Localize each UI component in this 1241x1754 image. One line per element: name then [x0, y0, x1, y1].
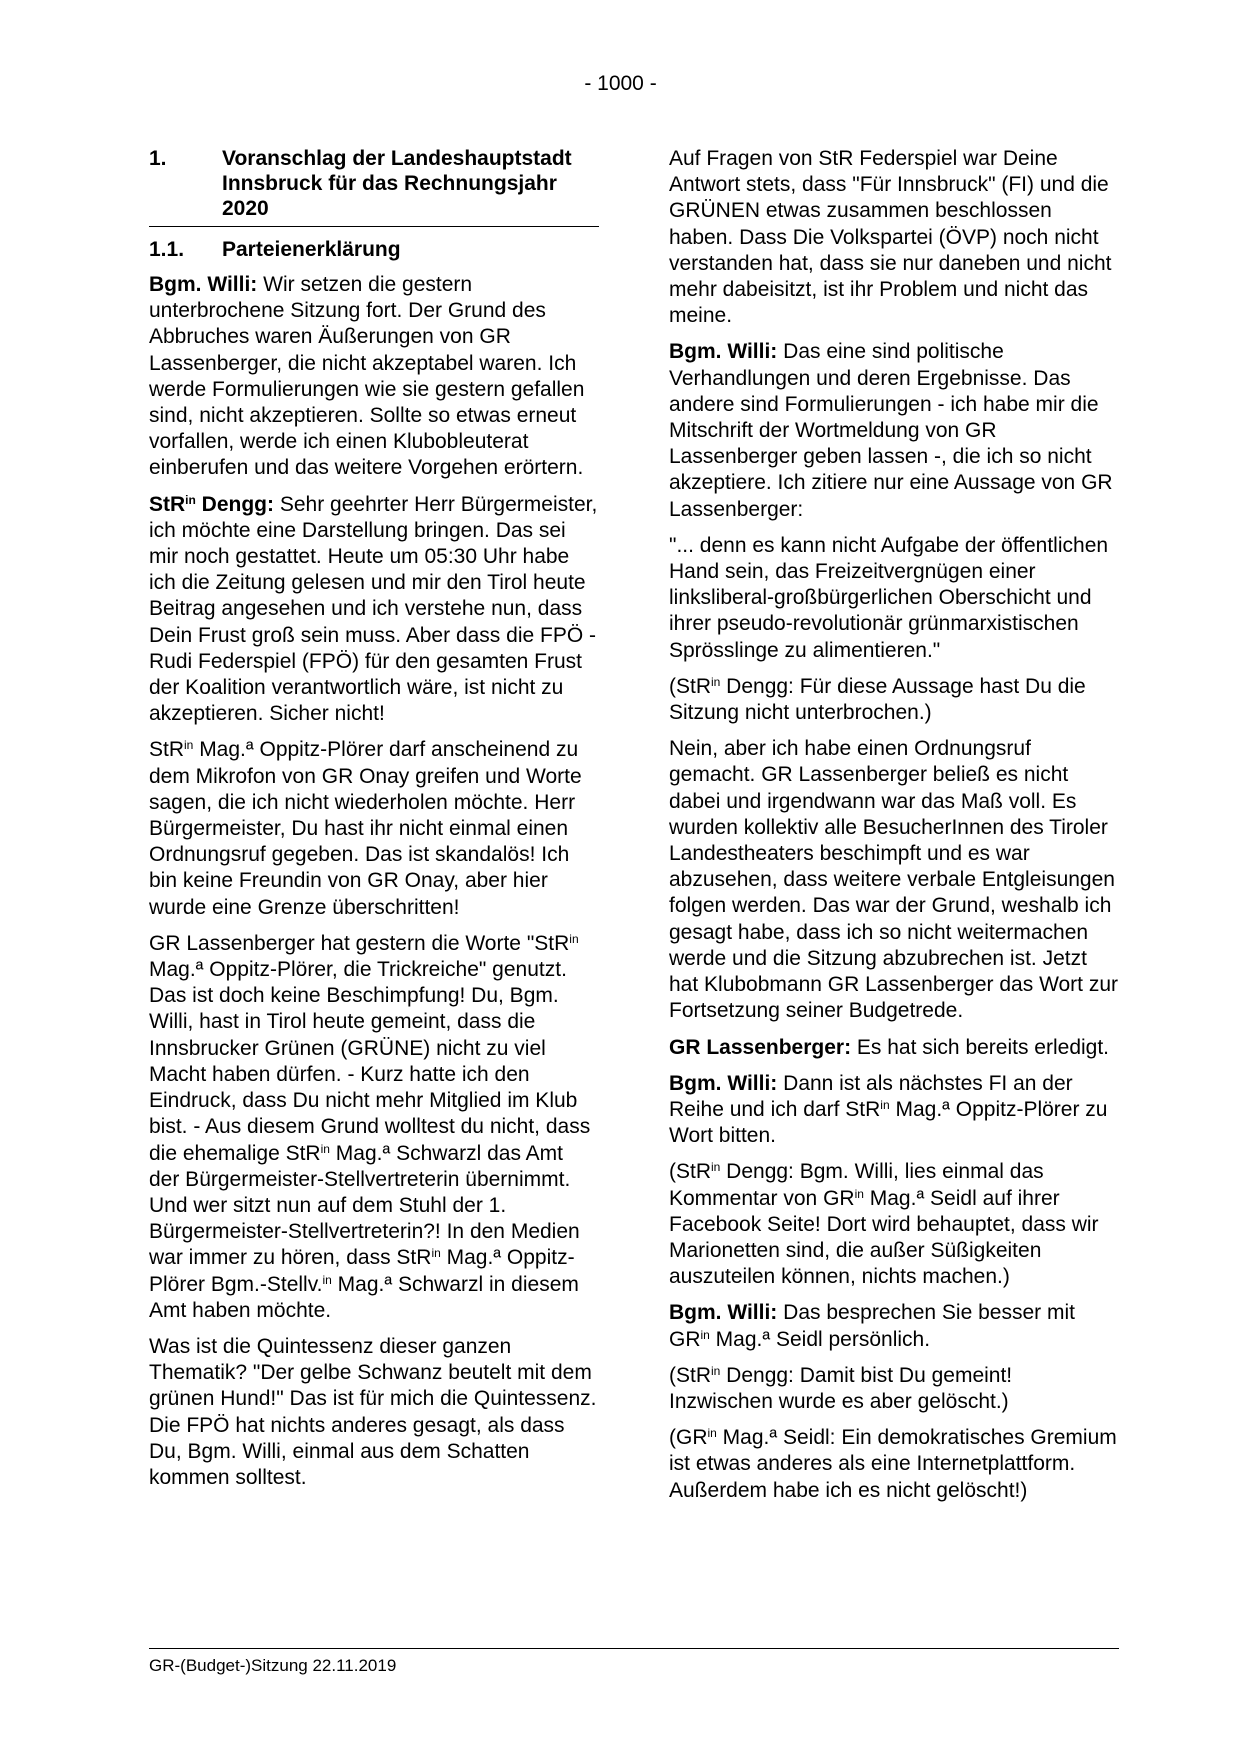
page-number: - 1000 - — [584, 72, 657, 95]
paragraph: GR Lassenberger hat gestern die Worte "StR$^{in}$ Mag.ª Oppitz-Plörer, die Trickreiche" genutzt. Das ist doch keine Beschimpfung! Du, Bgm. Willi, hast in Tirol heute gemeint, dass die Innsbrucker Grünen (GRÜNE) nicht zu viel Macht haben dürfen. - Kurz hatte ich den Eindruck, dass Du nicht mehr Mitglied im Klub bist. - Aus diesem Grund wolltest du nicht, dass die ehemalige StR$^{in}$ Mag.ª Schwarzl das Amt der Bürgermeister-Stellvertreterin übernimmt. Und wer sitzt nun auf dem Stuhl der 1. Bürgermeister-Stellvertreterin?! In den Medien war immer zu hören, dass StR$^{in}$ Mag.ª Oppitz-Plörer Bgm.-Stellv.$^{in}$ Mag.ª Schwarzl in diesem Amt haben möchte. — [149, 931, 591, 1322]
paragraph: Bgm. Willi: Das eine sind politische Verhandlungen und deren Ergebnisse. Das andere sind Formulierungen - ich habe mir die Mitschrift der Wortmeldung von GR Lassenberger geben lassen -, die ich so nicht akzeptiere. Ich zitiere nur eine Aussage von GR Lassenberger: — [669, 340, 1113, 521]
footer-rule — [149, 1648, 1119, 1649]
speaker-name: Bgm. Willi: — [669, 340, 778, 364]
paragraph: StR$^{in}$ Mag.ª Oppitz-Plörer darf anscheinend zu dem Mikrofon von GR Onay greifen und Worte sagen, die ich nicht wiederholen möchte. Herr Bürgermeister, Du hast ihr nicht einmal einen Ordnungsruf gegeben. Das ist skandalös! Ich bin keine Freundin von GR Onay, aber hier wurde eine Grenze überschritten! — [149, 738, 582, 919]
interjection: ($GR^{in}$ Mag.ª Seidl: Ein demokratisches Gremium ist etwas anderes als eine Internetplattform. Außerdem habe ich es nicht gelöscht!) — [669, 1426, 1117, 1502]
section-title: Voranschlag der Landeshauptstadt Innsbruck für das Rechnungsjahr 2020 — [222, 147, 572, 220]
speaker-name: StR$^{in}$ Dengg: — [149, 492, 274, 516]
quote-paragraph: "... denn es kann nicht Aufgabe der öffentlichen Hand sein, das Freizeitvergnügen einer linksliberal-großbürgerlichen Oberschicht und ihrer pseudo-revolutionär grünmarxistischen Sprösslinge zu alimentieren." — [669, 533, 1109, 662]
speaker-name: Bgm. Willi: — [669, 1071, 778, 1095]
section-number: 1. — [149, 147, 167, 170]
paragraph: GR Lassenberger: Es hat sich bereits erledigt. — [669, 1035, 1110, 1059]
speaker-name: Bgm. Willi: — [669, 1301, 778, 1325]
paragraph: Bgm. Willi: Das besprechen Sie besser mit $GR^{in}$ Mag.ª Seidl persönlich. — [669, 1301, 1075, 1351]
section-heading — [149, 146, 599, 227]
paragraph: StR$^{in}$ Dengg: Sehr geehrter Herr Bürgermeister, ich möchte eine Darstellung bringen. Das sei mir noch gestattet. Heute um 05:30 Uhr habe ich die Zeitung gelesen und mir den Tirol heute Beitrag angesehen und ich verstehe nun, dass Dein Frust groß sein muss. Aber dass die FPÖ - Rudi Federspiel (FPÖ) für den gesamten Frust der Koalition verantwortlich wäre, ist nicht zu akzeptieren. Sicher nicht! — [149, 492, 598, 726]
right-column — [669, 146, 1119, 1514]
subsection-number: 1.1. — [149, 238, 185, 261]
interjection: (StR$^{in}$ Dengg: Für diese Aussage hast Du die Sitzung nicht unterbrochen.) — [669, 674, 1086, 725]
paragraph: Auf Fragen von StR Federspiel war Deine Antwort stets, dass "Für Innsbruck" (FI) und die GRÜNEN etwas zusammen beschlossen haben. Dass Die Volkspartei (ÖVP) noch nicht verstanden hat, dass sie nur daneben und nicht mehr dabeisitzt, ist ihr Problem und nicht das meine. — [669, 147, 1112, 328]
paragraph: Bgm. Willi: Wir setzen die gestern unterbrochene Sitzung fort. Der Grund des Abbruches waren Äußerungen von GR Lassenberger, die nicht akzeptabel waren. Ich werde Formulierungen wie sie gestern gefallen sind, nicht akzeptieren. Sollte so etwas erneut vorfallen, werde ich einen Klubobleuterat einberufen und das weitere Vorgehen erörtern. — [149, 273, 585, 480]
speaker-name: Bgm. Willi: — [149, 273, 258, 296]
speaker-name: GR Lassenberger: — [669, 1035, 852, 1059]
paragraph: Nein, aber ich habe einen Ordnungsruf gemacht. GR Lassenberger beließ es nicht dabei und irgendwann war das Maß voll. Es wurden kollektiv alle BesucherInnen des Tiroler Landestheaters beschimpft und es war abzusehen, dass weitere verbale Entgleisungen folgen werden. Das war der Grund, weshalb ich gesagt habe, dass ich so nicht weitermachen werde und die Sitzung abzubrechen ist. Jetzt hat Klubobmann GR Lassenberger das Wort zur Fortsetzung seiner Budgetrede. — [669, 737, 1119, 1023]
left-column — [149, 146, 599, 1501]
subsection-title: Parteienerklärung — [222, 238, 401, 261]
subsection-heading — [149, 237, 599, 262]
interjection: (StR$^{in}$ Dengg: Damit bist Du gemeint! Inzwischen wurde es aber gelöscht.) — [669, 1363, 1013, 1413]
paragraph: Bgm. Willi: Dann ist als nächstes FI an der Reihe und ich darf StR$^{in}$ Mag.ª Oppitz-Plörer zu Wort bitten. — [669, 1071, 1108, 1148]
footer-text: GR-(Budget-)Sitzung 22.11.2019 — [149, 1656, 397, 1675]
interjection: (StR$^{in}$ Dengg: Bgm. Willi, lies einmal das Kommentar von $GR^{in}$ Mag.ª Seidl auf ihrer Facebook Seite! Dort wird behauptet, dass wir Marionetten sind, die außer Süßigkeiten auszuteilen können, nichts machen.) — [669, 1160, 1099, 1289]
paragraph: Was ist die Quintessenz dieser ganzen Thematik? "Der gelbe Schwanz beutelt mit dem grünen Hund!" Das ist für mich die Quintessenz. Die FPÖ hat nichts anderes gesagt, als dass Du, Bgm. Willi, einmal aus dem Schatten kommen solltest. — [149, 1334, 597, 1489]
